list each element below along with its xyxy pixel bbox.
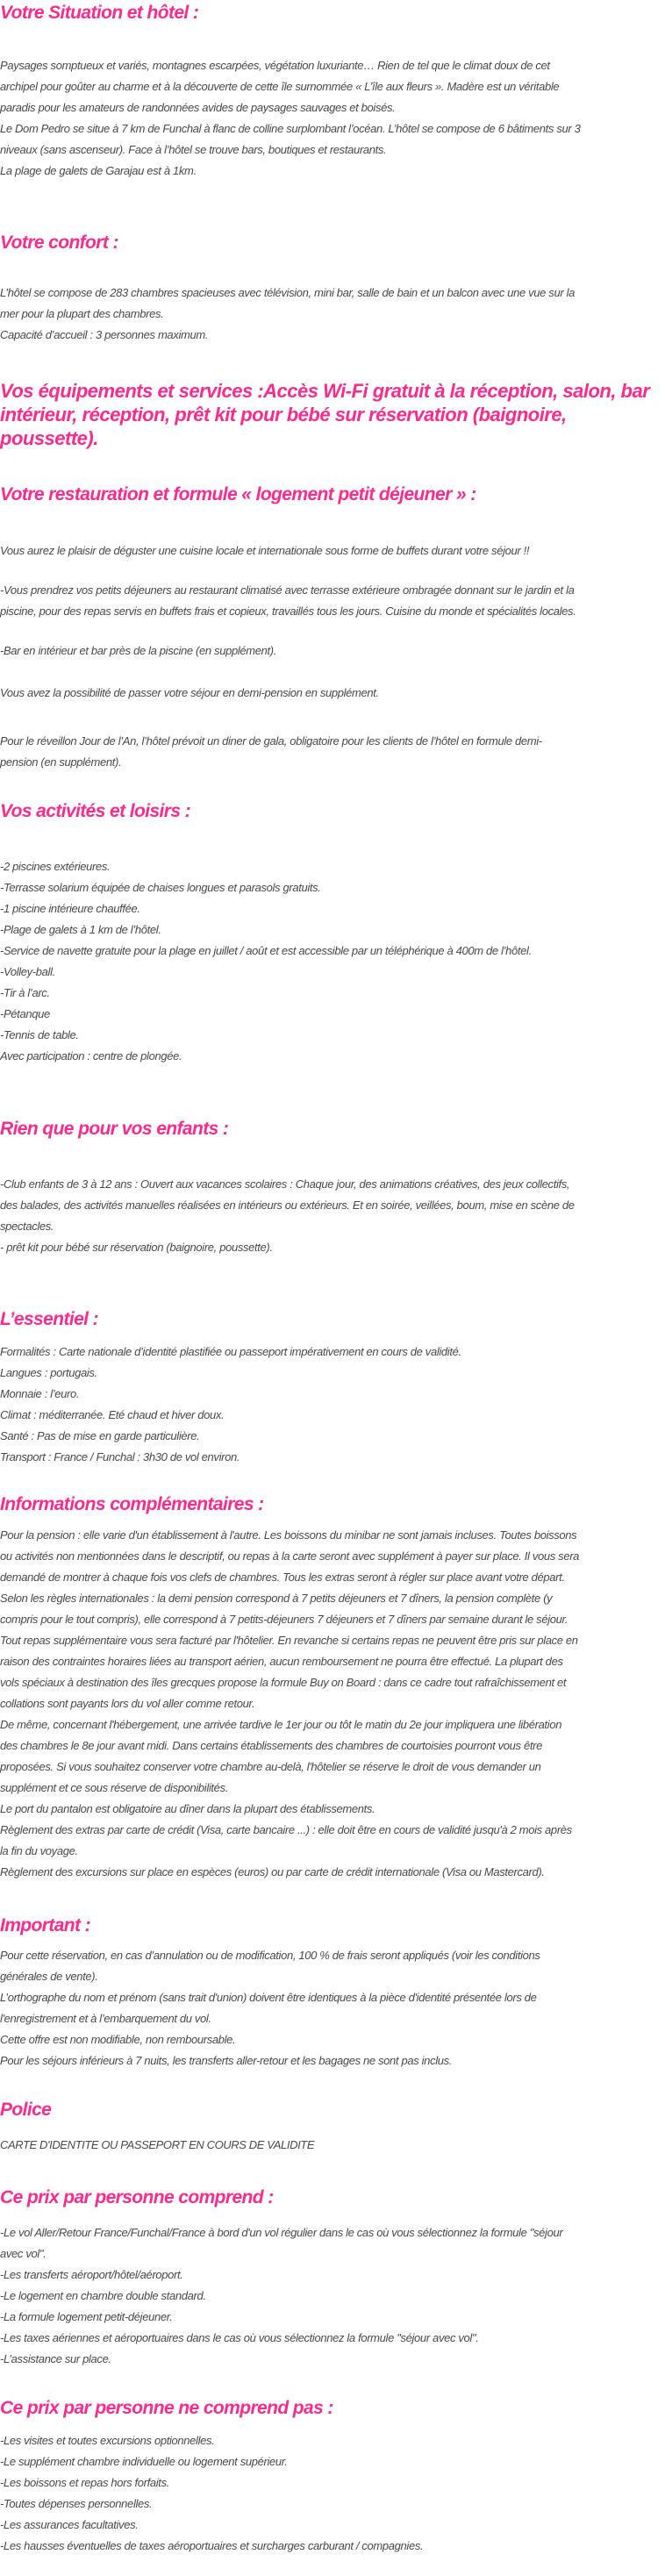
- list-item: -Les taxes aériennes et aéroportuaires dans le cas où vous sélectionnez la formule "séjour avec vol".: [0, 2331, 479, 2344]
- list-item: avec vol".: [0, 2247, 46, 2260]
- comprend-list: [0, 2222, 663, 2370]
- list-item: -Les boissons et repas hors forfaits.: [0, 2476, 169, 2489]
- text-line: Capacité d’accueil : 3 personnes maximum.: [0, 328, 209, 341]
- activites-list: [0, 856, 663, 1067]
- section-title-restauration: Votre restauration et formule « logement petit déjeuner » :: [0, 484, 476, 504]
- text-line: - prêt kit pour bébé sur réservation (baignoire, poussette).: [0, 1241, 273, 1254]
- text-line: -Club enfants de 3 à 12 ans : Ouvert aux vacances scolaires : Chaque jour, des animations créatives, des jeux collectifs,: [0, 1177, 570, 1191]
- text-line: Le Dom Pedro se situe à 7 km de Funchal à flanc de colline surplombant l’océan. L’hôtel se compose de 6 bâtiments sur 3: [0, 122, 581, 135]
- text-line: raison des contraintes horaires liées au transport aérien, aucun remboursement ne pourra être effectué. La plupart des: [0, 1655, 563, 1668]
- text-line: De même, concernant l'hébergement, une arrivée tardive le 1er jour ou tôt le matin du 2e jour impliquera une libération: [0, 1718, 562, 1731]
- section-title-situation: Votre Situation et hôtel :: [0, 3, 199, 23]
- text-line: La plage de galets de Garajau est à 1km.: [0, 164, 197, 177]
- section-title-ne-comprend: Ce prix par personne ne comprend pas :: [0, 2398, 333, 2418]
- list-item: -Volley-ball.: [0, 965, 55, 978]
- text-line: Cette offre est non modifiable, non remboursable.: [0, 2033, 236, 2046]
- text-line: Pour la pension : elle varie d'un établissement à l'autre. Les boissons du minibar ne sont jamais incluses. Toutes boissons: [0, 1528, 577, 1542]
- list-item: -Pétanque: [0, 1007, 50, 1020]
- text-line: ou activités non mentionnées dans le descriptif, ou repas à la carte seront avec supplément à payer sur place. Il vous sera: [0, 1549, 580, 1563]
- restauration-reveillon: [0, 731, 663, 773]
- list-item: -Les hausses éventuelles de taxes aéroportuaires et surcharges carburant / compagnies.: [0, 2539, 424, 2552]
- restauration-intro: [0, 540, 663, 562]
- text-line: demandé de montrer à chaque fois vos clefs de chambres. Tous les extras seront à régler sur place avant votre départ.: [0, 1571, 565, 1584]
- text-line: spectacles.: [0, 1220, 54, 1233]
- text-line: Vous aurez le plaisir de déguster une cuisine locale et internationale sous forme de buffets durant votre séjour !!: [0, 544, 530, 557]
- confort-text: [0, 283, 663, 346]
- text-line: compris pour le tout compris), elle correspond à 7 petits-déjeuners 7 déjeuners et 7 dîners par semaine durant le séjour.: [0, 1613, 568, 1626]
- section-title-enfants: Rien que pour vos enfants :: [0, 1119, 229, 1139]
- text-line: générales de vente).: [0, 1970, 98, 1983]
- important-text: [0, 1945, 663, 2072]
- list-item: -1 piscine intérieure chauffée.: [0, 902, 140, 915]
- section-title-comprend: Ce prix par personne comprend :: [0, 2187, 274, 2207]
- title-line: Vos équipements et services :Accès Wi-Fi gratuit à la réception, salon, bar: [0, 380, 650, 402]
- list-item: -Le logement en chambre double standard.: [0, 2289, 206, 2302]
- list-item: Monnaie : l’euro.: [0, 1387, 80, 1400]
- list-item: -Tennis de table.: [0, 1028, 79, 1041]
- text-line: Vous avez la possibilité de passer votre séjour en demi-pension en supplément.: [0, 686, 379, 699]
- text-line: piscine, pour des repas servis en buffets frais et copieux, travaillés tous les jours. Cuisine du monde et spécialités locales.: [0, 605, 576, 618]
- title-line: intérieur, réception, prêt kit pour bébé sur réservation (baignoire, poussette).: [0, 404, 567, 449]
- text-line: des chambres le 8e jour avant midi. Dans certains établissements des chambres de courtoisies pourront vous être: [0, 1739, 542, 1752]
- list-item: Formalités : Carte nationale d’identité plastifiée ou passeport impérativement en cours de validité.: [0, 1345, 461, 1358]
- essentiel-list: [0, 1342, 663, 1468]
- text-line: la fin du voyage.: [0, 1844, 78, 1857]
- list-item: Avec participation : centre de plongée.: [0, 1049, 182, 1063]
- text-line: Règlement des excursions sur place en espèces (euros) ou par carte de crédit internationale (Visa ou Mastercard).: [0, 1865, 545, 1878]
- police-text: CARTE D'IDENTITE OU PASSEPORT EN COURS DE VALIDITE: [0, 2138, 315, 2151]
- section-title-essentiel: L’essentiel :: [0, 1309, 99, 1329]
- text-line: supplément et ce sous réserve de disponibilités.: [0, 1781, 228, 1794]
- list-item: -Les visites et toutes excursions optionnelles.: [0, 2434, 215, 2447]
- list-item: Climat : méditerranée. Eté chaud et hiver doux.: [0, 1408, 225, 1421]
- list-item: -2 piscines extérieures.: [0, 860, 111, 873]
- section-title-police: Police: [0, 2100, 52, 2120]
- list-item: -L’assistance sur place.: [0, 2352, 111, 2365]
- text-line: mer pour la plupart des chambres.: [0, 307, 164, 320]
- restauration-breakfast: [0, 580, 663, 622]
- situation-text: [0, 55, 663, 182]
- text-line: Pour les séjours inférieurs à 7 nuits, les transferts aller-retour et les bagages ne sont pas inclus.: [0, 2054, 453, 2067]
- list-item: Santé : Pas de mise en garde particulière.: [0, 1429, 200, 1442]
- text-line: Tout repas supplémentaire vous sera facturé par l'hôtelier. En revanche si certains repas ne peuvent être pris sur place en: [0, 1634, 578, 1647]
- section-title-confort: Votre confort :: [0, 233, 118, 253]
- text-line: proposées. Si vous souhaitez conserver votre chambre au-delà, l'hôtelier se réserve le droit de vous demander un: [0, 1760, 541, 1773]
- text-line: L’orthographe du nom et prénom (sans trait d'union) doivent être identiques à la pièce d'identité présentée lors de: [0, 1991, 537, 2004]
- list-item: Langues : portugais.: [0, 1366, 97, 1379]
- list-item: -Terrasse solarium équipée de chaises longues et parasols gratuits.: [0, 881, 321, 894]
- section-title-important: Important :: [0, 1915, 91, 1936]
- text-line: archipel pour goûter au charme et à la découverte de cette île surnommée « L’île aux fleurs ». Madère est un véritable: [0, 80, 560, 93]
- text-line: Paysages somptueux et variés, montagnes escarpées, végétation luxuriante… Rien de tel que le climat doux de cet: [0, 59, 550, 72]
- restauration-demi-pension: [0, 683, 663, 704]
- text-line: paradis pour les amateurs de randonnées avides de paysages sauvages et boisés.: [0, 101, 396, 114]
- list-item: -Tir à l’arc.: [0, 986, 50, 999]
- section-title-equipements: [0, 379, 663, 450]
- list-item: -Toutes dépenses personnelles.: [0, 2497, 153, 2510]
- text-line: Pour cette réservation, en cas d’annulation ou de modification, 100 % de frais seront appliqués (voir les conditions: [0, 1949, 540, 1962]
- text-line: pension (en supplément).: [0, 755, 122, 769]
- text-line: collations sont payants lors du vol aller comme retour.: [0, 1697, 255, 1710]
- list-item: -Plage de galets à 1 km de l’hôtel.: [0, 923, 161, 936]
- text-line: Selon les règles internationales : la demi pension correspond à 7 petits déjeuners et 7 dîners, la pension complète (y: [0, 1592, 553, 1605]
- text-line: -Bar en intérieur et bar près de la piscine (en supplément).: [0, 644, 277, 657]
- text-line: Pour le réveillon Jour de l’An, l’hôtel prévoit un diner de gala, obligatoire pour les clients de l’hôtel en formule demi-: [0, 734, 542, 748]
- text-line: -Vous prendrez vos petits déjeuners au restaurant climatisé avec terrasse extérieure ombragée donnant sur le jardin et la: [0, 583, 575, 597]
- list-item: -Les transferts aéroport/hôtel/aéroport.: [0, 2268, 183, 2281]
- enfants-text: [0, 1174, 663, 1258]
- text-line: vols spéciaux à destination des îles grecques propose la formule Buy on Board : dans ce cadre tout rafraîchissement et: [0, 1676, 567, 1689]
- list-item: -Le supplément chambre individuelle ou logement supérieur.: [0, 2455, 288, 2468]
- list-item: -Service de navette gratuite pour la plage en juillet / août et est accessible par un téléphérique à 400m de l’hôtel.: [0, 944, 532, 957]
- text-line: Règlement des extras par carte de crédit (Visa, carte bancaire ...) : elle doit être en cours de validité jusqu'à 2 mois après: [0, 1823, 572, 1836]
- section-title-activites: Vos activités et loisirs :: [0, 801, 191, 821]
- ne-comprend-list: [0, 2430, 663, 2557]
- text-line: des balades, des activités manuelles réalisées en intérieurs ou extérieurs. Et en soirée, veillées, boum, mise en scène de: [0, 1199, 575, 1212]
- text-line: niveaux (sans ascenseur). Face à l’hôtel se trouve bars, boutiques et restaurants.: [0, 143, 387, 156]
- infos-text: [0, 1525, 663, 1883]
- restauration-bar: [0, 640, 663, 662]
- list-item: -Les assurances facultatives.: [0, 2518, 139, 2531]
- text-line: l'enregistrement et à l’embarquement du vol.: [0, 2012, 211, 2025]
- list-item: -Le vol Aller/Retour France/Funchal/France à bord d'un vol régulier dans le cas où vous sélectionnez la formule "séjour: [0, 2226, 563, 2239]
- text-line: L’hôtel se compose de 283 chambres spacieuses avec télévision, mini bar, salle de bain et un balcon avec une vue sur la: [0, 286, 575, 299]
- section-title-infos: Informations complémentaires :: [0, 1494, 264, 1514]
- list-item: Transport : France / Funchal : 3h30 de vol environ.: [0, 1450, 240, 1463]
- list-item: -La formule logement petit-déjeuner.: [0, 2310, 173, 2323]
- text-line: Le port du pantalon est obligatoire au dîner dans la plupart des établissements.: [0, 1802, 375, 1815]
